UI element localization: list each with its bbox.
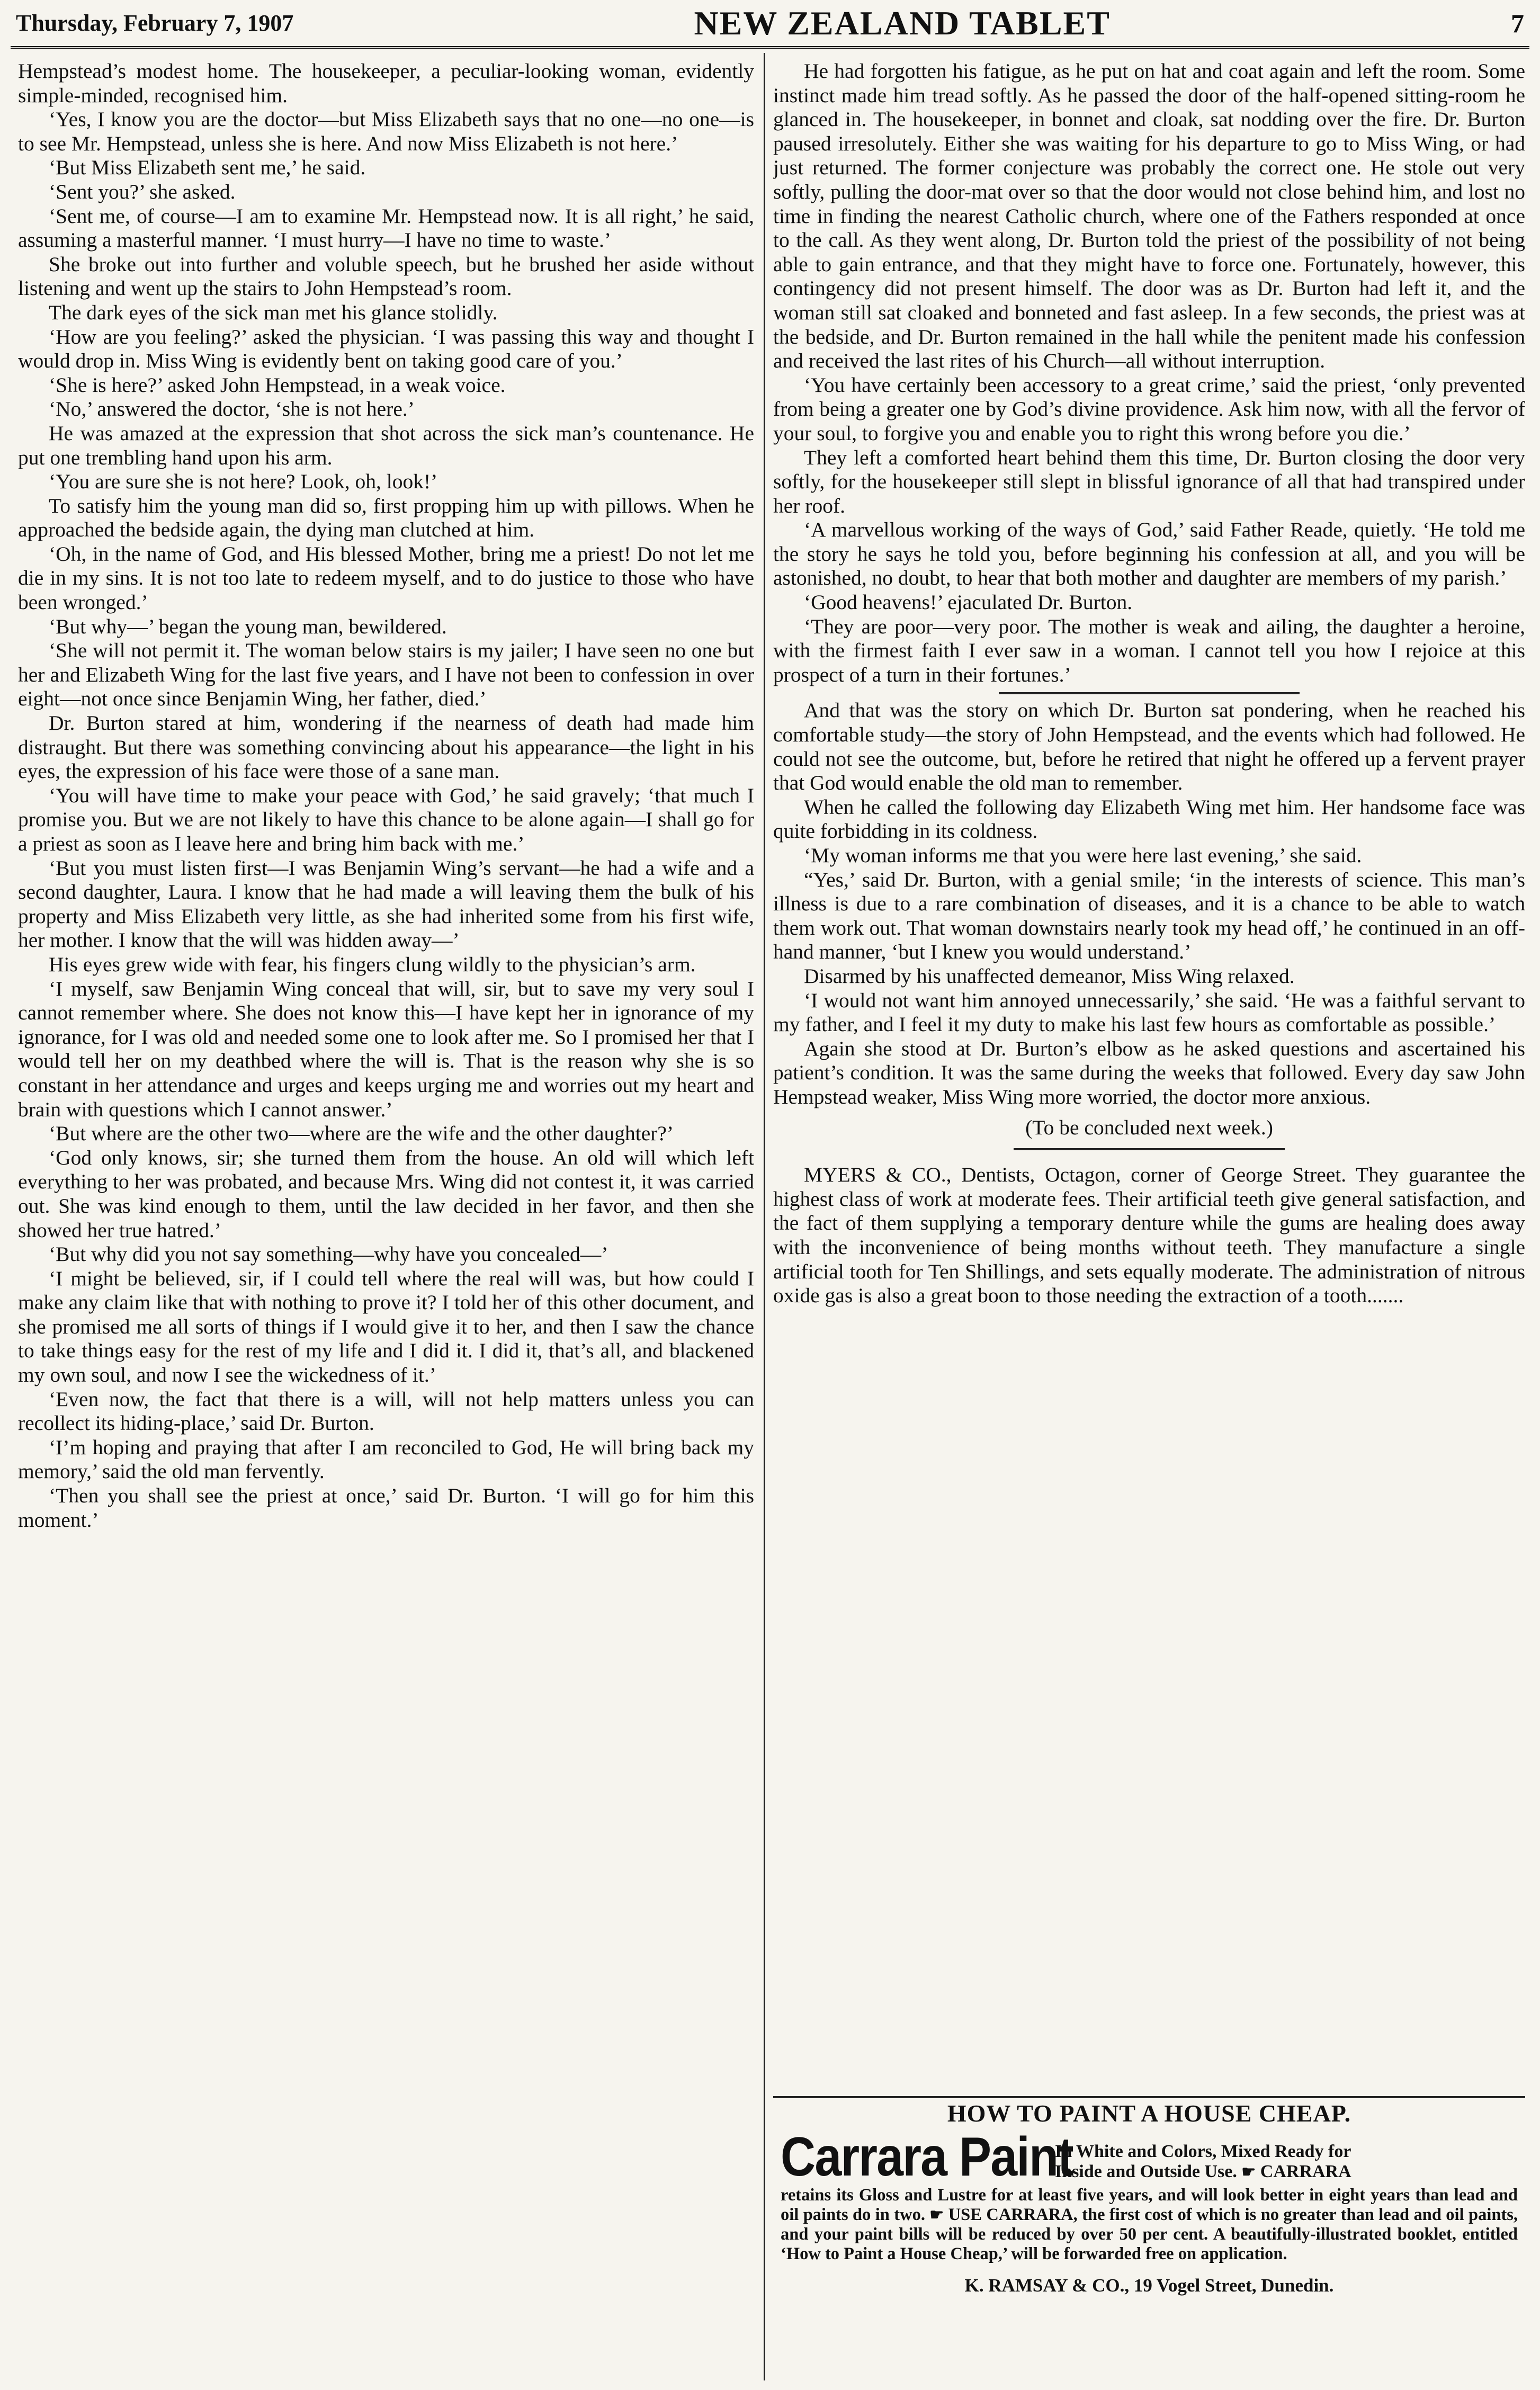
paint-advert-use: USE xyxy=(948,2205,982,2224)
story-paragraph: When he called the following day Elizabeth Wing met him. Her handsome face was quite forbidding in its coldness. xyxy=(773,795,1525,843)
story-paragraph: ‘You will have time to make your peace with God,’ he said gravely; ‘that much I promise you. But we are not likely to have this chance to be alone again—I shall go for a priest as soon as I leave here and bring him back with me.’ xyxy=(18,783,754,855)
section-rule xyxy=(1014,1148,1284,1150)
story-column-right xyxy=(773,59,1525,2077)
story-paragraph: She broke out into further and voluble speech, but he brushed her aside without listening and went up the stairs to John Hempstead’s room. xyxy=(18,252,754,300)
column-divider xyxy=(764,53,765,2380)
story-paragraph: ‘But you must listen first—I was Benjamin Wing’s servant—he had a wife and a second daughter, Laura. I know that he had made a will leaving them the bulk of his property and Miss Elizabeth very little, as she had inherited some from his first wife, her mother. I know that the will was hidden away—’ xyxy=(18,856,754,952)
story-paragraph: ‘Yes, I know you are the doctor—but Miss Elizabeth says that no one—no one—is to see Mr. Hempstead, unless she is here. And now Miss Elizabeth is not here.’ xyxy=(18,108,754,155)
story-paragraph: Disarmed by his unaffected demeanor, Miss Wing relaxed. xyxy=(804,964,1295,988)
story-paragraph: ‘Sent me, of course—I am to examine Mr. Hempstead now. It is all right,’ he said, assuming a masterful manner. ‘I must hurry—I have no time to waste.’ xyxy=(18,204,754,252)
story-paragraph: ‘Then you shall see the priest at once,’ said Dr. Burton. ‘I will go for him this moment.’ xyxy=(18,1484,754,1532)
pointing-hand-icon: ☛ xyxy=(929,2206,944,2224)
story-paragraph: ‘My woman informs me that you were here last evening,’ she said. xyxy=(804,844,1362,867)
story-paragraph: ‘But where are the other two—where are the wife and the other daughter?’ xyxy=(49,1122,674,1145)
story-paragraph: ‘God only knows, sir; she turned them from the house. An old will which left everything to her was probated, and because Mrs. Wing did not contest it, it was carried out. She was kind enough to them, until the law decided in her favor, and then she showed her true hatred.’ xyxy=(18,1145,754,1242)
paint-advert xyxy=(773,2096,1525,2379)
story-paragraph: “Yes,’ said Dr. Burton, with a genial smile; ‘in the interests of science. This man’s illness is due to a rare combination of diseases, and it is a chance to be able to watch them work out. That woman downstairs nearly took my head off,’ he continued in an off-hand manner, ‘but I knew you would understand.’ xyxy=(773,867,1525,964)
scene-break-rule xyxy=(999,692,1300,694)
story-paragraph: ‘Oh, in the name of God, and His blessed Mother, bring me a priest! Do not let me die in my sins. It is not too late to redeem myself, and to do justice to those who have been wronged.’ xyxy=(18,542,754,614)
story-paragraph: ‘They are poor—very poor. The mother is weak and ailing, the daughter a heroine, with the firmest faith I ever saw in a woman. I cannot tell you how I rejoice at this prospect of a turn in their fortunes.’ xyxy=(773,614,1525,686)
story-paragraph: ‘You are sure she is not here? Look, oh, look!’ xyxy=(49,470,438,494)
story-paragraph: ‘How are you feeling?’ asked the physician. ‘I was passing this way and thought I would drop in. Miss Wing is evidently bent on taking good care of you.’ xyxy=(18,325,754,373)
paint-advert-subtitle xyxy=(1055,2142,1351,2182)
paint-advert-heading: HOW TO PAINT A HOUSE CHEAP. xyxy=(947,2100,1351,2127)
story-paragraph: And that was the story on which Dr. Burton sat pondering, when he reached his comfortable study—the story of John Hempstead, and the events which had followed. He could not see the outcome, but, before he retired that night he offered up a fervent prayer that God would enable the old man to remember. xyxy=(773,699,1525,795)
paint-advert-signature: K. RAMSAY & CO., 19 Vogel Street, Dunedin. xyxy=(964,2275,1334,2296)
masthead xyxy=(11,0,1529,49)
paint-subtitle-line-2 xyxy=(1055,2162,1351,2182)
story-paragraph: ‘I might be believed, sir, if I could tell where the real will was, but how could I make any claim like that with nothing to prove it? I told her of this other document, and she promised me all sorts of things if I would give it to her, and then I saw the chance to take things easy for the rest of my life and I did it. I did it, that’s all, and blackened my own soul, and now I see the wickedness of it.’ xyxy=(18,1266,754,1387)
newspaper-title: NEW ZEALAND TABLET xyxy=(694,4,1111,42)
story-paragraph: He had forgotten his fatigue, as he put on hat and coat again and left the room. Some instinct made him tread softly. As he passed the door of the half-opened sitting-room he glanced in. The housekeeper, in bonnet and cloak, sat nodding over the fire. Dr. Burton paused irresolutely. Either she was waiting for his departure to go to Miss Wing, or had just returned. The former conjecture was probably the correct one. He stole out very softly, pulling the door-mat over so that the door would not close behind him, and lost no time in finding the nearest Catholic church, where one of the Fathers responded at once to the call. As they went along, Dr. Burton told the priest of the possibility of not being able to gain entrance, and that they might have to force one. Fortunately, however, this contingency did not present himself. The door was as Dr. Burton had left it, and the woman still sat cloaked and bonneted and fast asleep. In a few seconds, the priest was at the bedside, and Dr. Burton remained in the hall while the penitent made his confession and received the last rites of his Church—all without interruption. xyxy=(773,59,1525,373)
paint-subtitle-uses: Inside and Outside Use. xyxy=(1055,2162,1237,2181)
story-end-note: (To be concluded next week.) xyxy=(1025,1115,1273,1139)
paint-brand-name: Carrara Paint xyxy=(781,2126,1073,2188)
story-paragraph: ‘I would not want him annoyed unnecessarily,’ she said. ‘He was a faithful servant to my father, and I feel it my duty to make his last few hours as comfortable as possible.’ xyxy=(773,988,1525,1036)
paint-advert-text-1: retains its Gloss and Lustre for at least five years, and will look better in eight years than lead and oil paints do in two. xyxy=(781,2186,1518,2224)
story-paragraph: ‘But why did you not say something—why have you concealed—’ xyxy=(49,1242,608,1266)
story-paragraph: ‘Even now, the fact that there is a will, will not help matters unless you can recollect its hiding-place,’ said Dr. Burton. xyxy=(18,1387,754,1435)
story-paragraph: He was amazed at the expression that shot across the sick man’s countenance. He put one trembling hand upon his arm. xyxy=(18,421,754,469)
story-paragraph: Again she stood at Dr. Burton’s elbow as he asked questions and ascertained his patient’s condition. It was the same during the weeks that followed. Every day saw John Hempstead weaker, Miss Wing more worried, the doctor more anxious. xyxy=(773,1036,1525,1108)
paint-advert-body xyxy=(781,2186,1518,2264)
story-paragraph: ‘You have certainly been accessory to a great crime,’ said the priest, ‘only prevented from being a greater one by God’s divine providence. Ask him now, with all the fervor of your soul, to forgive you and enable you to right this wrong before you die.’ xyxy=(773,373,1525,445)
story-column-left xyxy=(18,59,754,1532)
story-paragraph: The dark eyes of the sick man met his glance stolidly. xyxy=(49,300,498,324)
story-paragraph: To satisfy him the young man did so, first propping him up with pillows. When he approached the bedside again, the dying man clutched at him. xyxy=(18,494,754,542)
story-paragraph: Dr. Burton stared at him, wondering if the nearness of death had made him distraught. But there was something convincing about his appearance—the light in his eyes, the expression of his face were those of a sane man. xyxy=(18,711,754,783)
story-paragraph: Hempstead’s modest home. The housekeeper, a peculiar-looking woman, evidently simple-minded, recognised him. xyxy=(18,59,754,107)
story-paragraph: ‘A marvellous working of the ways of God,’ said Father Reade, quietly. ‘He told me the story he says he told you, before beginning his confession at all, and you will be astonished, no doubt, to hear that both mother and daughter are members of my parish.’ xyxy=(773,518,1525,590)
paint-subtitle-line-1: In White and Colors, Mixed Ready for xyxy=(1055,2142,1351,2161)
story-paragraph: ‘I myself, saw Benjamin Wing conceal that will, sir, but to save my very soul I cannot remember where. She does not know this—I have kept her in ignorance of my ignorance, for I was old and needed some one to look after me. So I promised her that I would tell her on my deathbed where the will is. That is the reason why she is so constant in her attendance and urges and keeps urging me and worries out my heart and brain with questions which I cannot answer.’ xyxy=(18,977,754,1121)
issue-date: Thursday, February 7, 1907 xyxy=(16,10,294,36)
story-paragraph: They left a comforted heart behind them this time, Dr. Burton closing the door very softly, for the housekeeper still slept in blissful ignorance of all that had transpired under her roof. xyxy=(773,445,1525,517)
dentist-advert: MYERS & CO., Dentists, Octagon, corner of George Street. They guarantee the highest class of work at moderate fees. Their artificial teeth give general satisfaction, and the fact of them supplying a temporary denture while the gums are healing does away with the inconvenience of being months without teeth. They manufacture a single artificial tooth for Ten Shillings, and sets equally moderate. The administration of nitrous oxide gas is also a great boon to those needing the extraction of a tooth....... xyxy=(773,1163,1525,1308)
story-paragraph: ‘No,’ answered the doctor, ‘she is not here.’ xyxy=(49,397,415,421)
story-paragraph: ‘But Miss Elizabeth sent me,’ he said. xyxy=(49,156,366,180)
story-paragraph: His eyes grew wide with fear, his fingers clung wildly to the physician’s arm. xyxy=(49,952,696,976)
paint-advert-brand-row xyxy=(781,2126,1518,2188)
story-paragraph: ‘Sent you?’ she asked. xyxy=(49,180,236,203)
page-number: 7 xyxy=(1510,8,1524,38)
story-paragraph: ‘She will not permit it. The woman below stairs is my jailer; I have seen no one but her and Elizabeth Wing for the last five years, and I have not been to confession in over eight—not once since Benjamin Wing, her father, died.’ xyxy=(18,639,754,711)
story-paragraph: ‘Good heavens!’ ejaculated Dr. Burton. xyxy=(804,590,1133,614)
story-paragraph: ‘She is here?’ asked John Hempstead, in a weak voice. xyxy=(49,373,506,397)
story-continuation xyxy=(773,59,1525,1109)
story-paragraph: ‘But why—’ began the young man, bewildered. xyxy=(49,614,447,638)
paint-brand-caps: CARRARA xyxy=(1260,2162,1351,2181)
pointing-hand-icon: ☛ xyxy=(1241,2163,1256,2181)
story-paragraph: ‘I’m hoping and praying that after I am reconciled to God, He will bring back my memory,’ said the old man fervently. xyxy=(18,1435,754,1483)
paint-advert-text-2: CARRARA, the first cost of which is no greater than lead and oil paints, and your paint bills will be reduced by over 50 per cent. A beautifully-illustrated booklet, entitled ‘How to Paint a House Cheap,’ will be forwarded free on application. xyxy=(781,2205,1518,2263)
